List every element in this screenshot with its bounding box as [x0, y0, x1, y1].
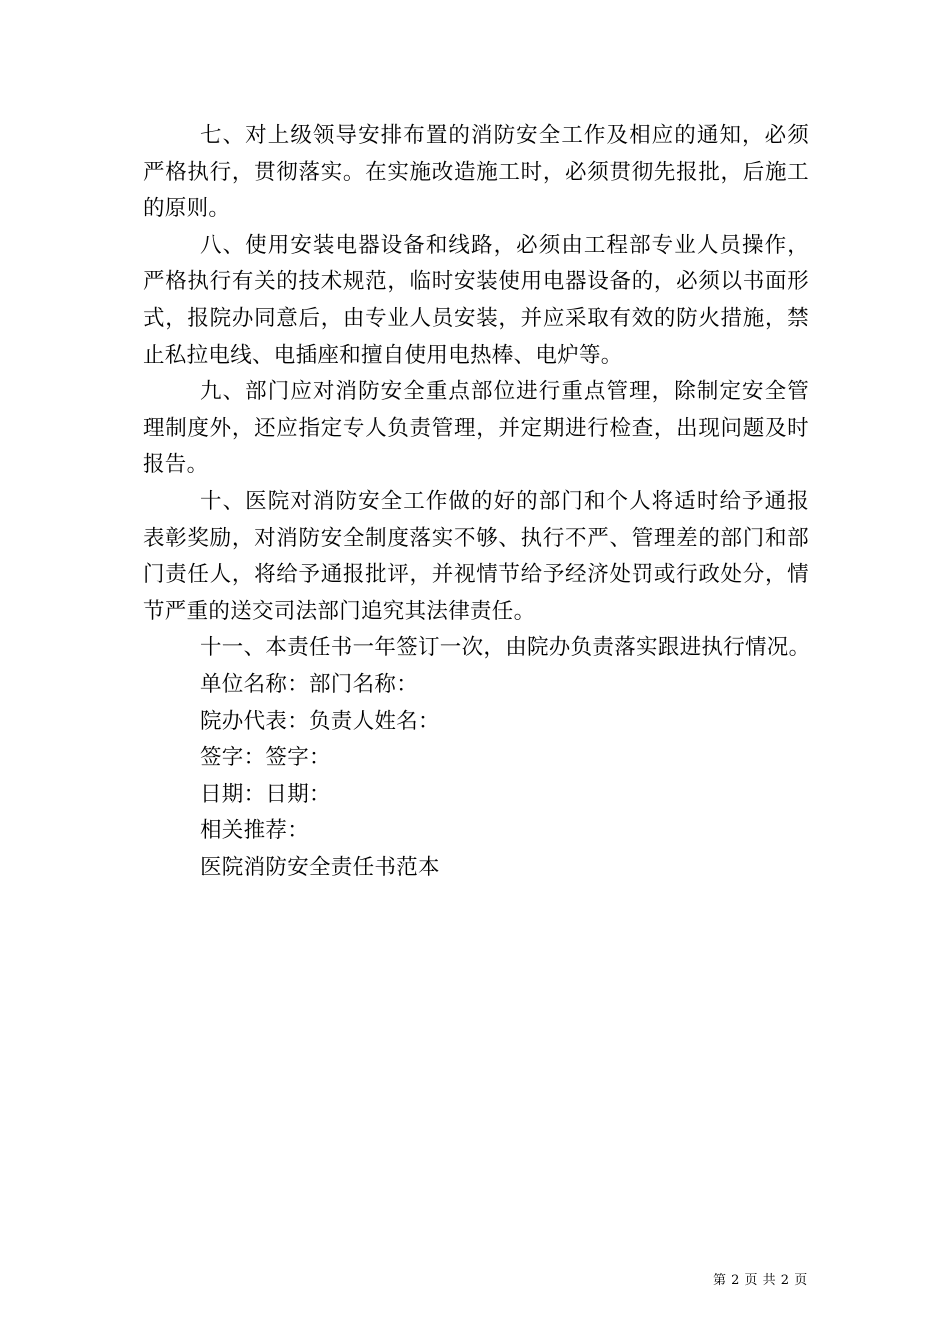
related-item: 医院消防安全责任书范本 — [200, 854, 440, 880]
signature-rep-line: 院办代表：负责人姓名： — [200, 708, 440, 734]
page-number-footer: 第 2 页 共 2 页 — [713, 1273, 808, 1288]
paragraph-clause-9: 九、部门应对消防安全重点部位进行重点管理，除制定安全管理制度外，还应指定专人负责管理，并定期进行检查，出现问题及时报告。 — [143, 379, 809, 478]
paragraph-clause-8: 八、使用安装电器设备和线路，必须由工程部专业人员操作，严格执行有关的技术规范，临时安装使用电器设备的，必须以书面形式，报院办同意后，由专业人员安装，并应采取有效的防火措施，禁止私拉电线、电插座和擅自使用电热棒、电炉等。 — [143, 232, 809, 368]
paragraph-clause-7: 七、对上级领导安排布置的消防安全工作及相应的通知，必须严格执行，贯彻落实。在实施改造施工时，必须贯彻先报批，后施工的原则。 — [143, 123, 809, 222]
paragraph-clause-11: 十一、本责任书一年签订一次，由院办负责落实跟进执行情况。 — [200, 635, 811, 661]
paragraph-clause-10: 十、医院对消防安全工作做的好的部门和个人将适时给予通报表彰奖励，对消防安全制度落实不够、执行不严、管理差的部门和部门责任人，将给予通报批评，并视情节给予经济处罚或行政处分，情节严重的送交司法部门追究其法律责任。 — [143, 488, 809, 624]
signature-sign-line: 签字：签字： — [200, 745, 331, 771]
related-label: 相关推荐： — [200, 818, 310, 844]
document-body — [143, 118, 809, 886]
signature-unit-line: 单位名称：部门名称： — [200, 671, 419, 697]
signature-date-line: 日期：日期： — [200, 781, 331, 807]
